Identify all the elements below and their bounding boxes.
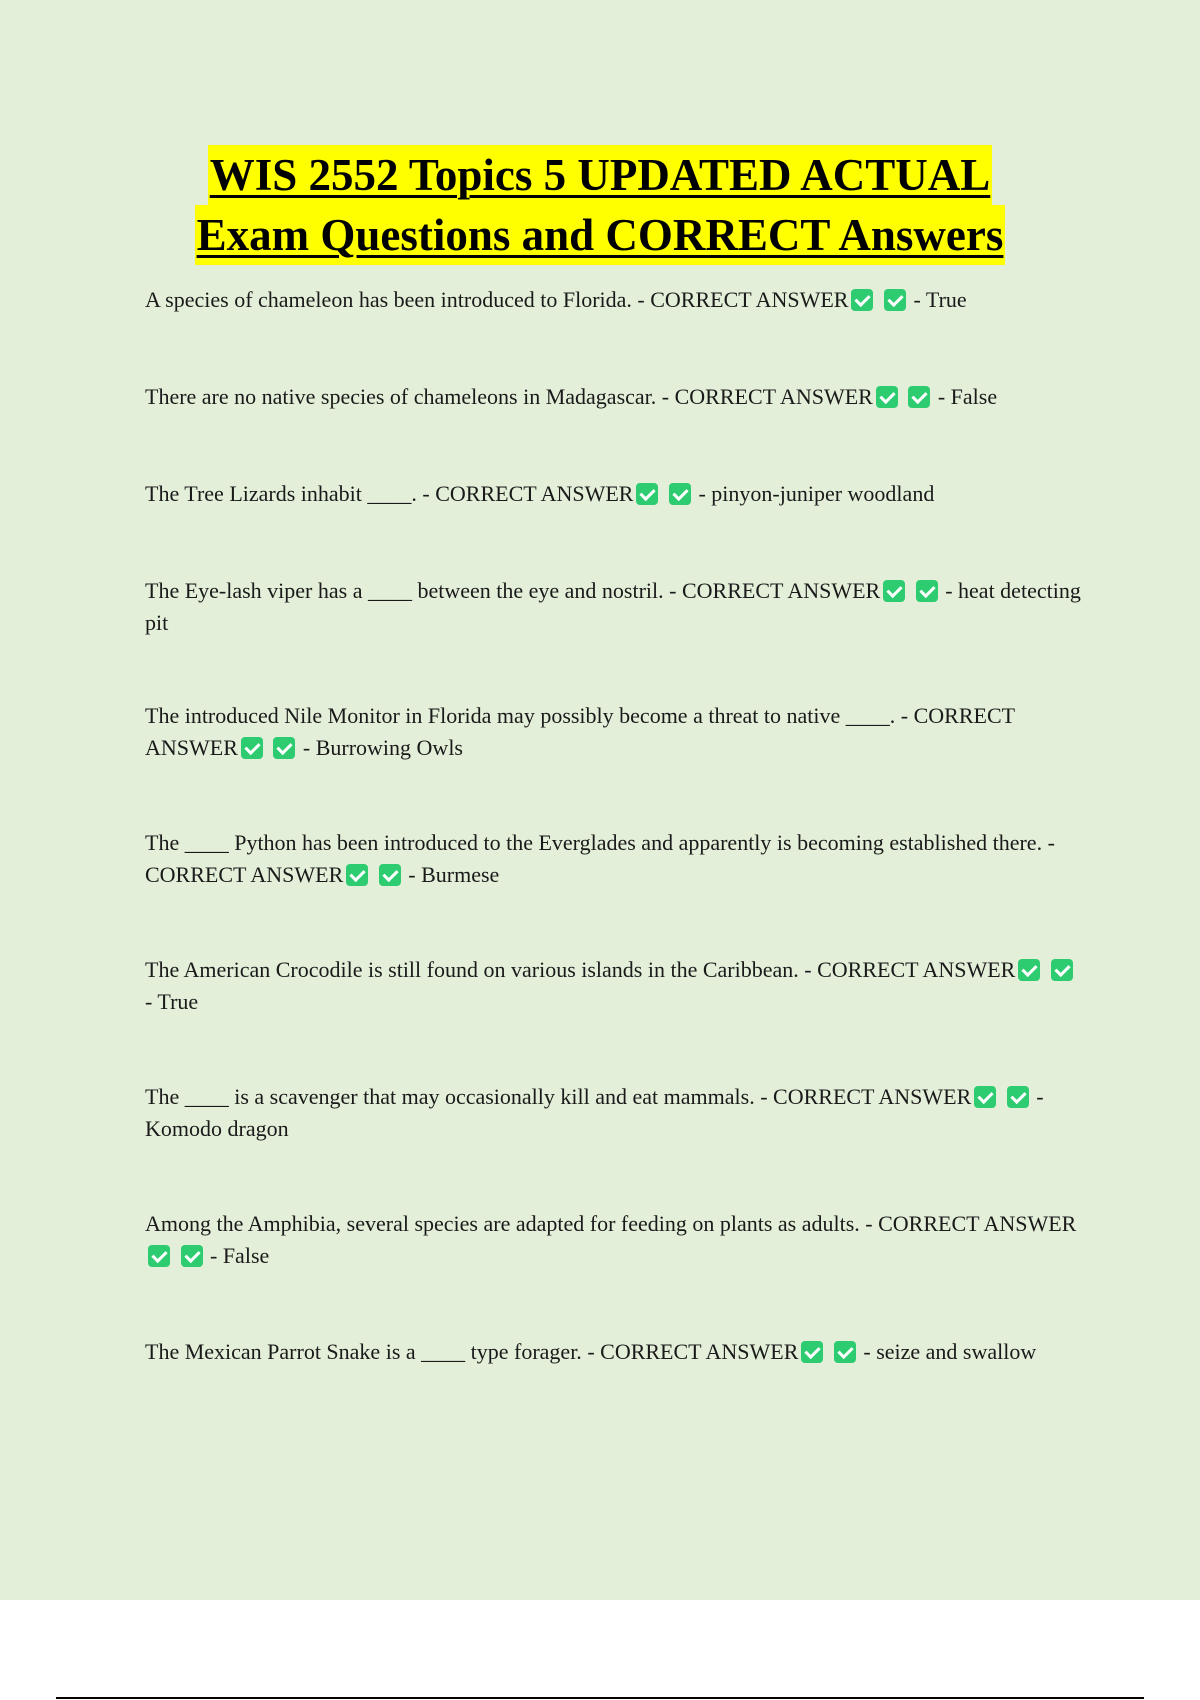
check-box-icon <box>273 737 295 759</box>
check-box-icon <box>876 386 898 408</box>
answer-marker: - CORRECT ANSWER <box>865 1211 1077 1236</box>
qa-item-4 <box>145 575 1085 639</box>
check-box-icon <box>801 1341 823 1363</box>
answer-text: - seize and swallow <box>863 1339 1037 1364</box>
question-text: There are no native species of chameleons in Madagascar. <box>145 384 657 409</box>
footer-divider <box>56 1697 1144 1699</box>
answer-text: - pinyon-juniper woodland <box>698 481 935 506</box>
check-box-icon <box>1018 959 1040 981</box>
qa-item-8 <box>145 1081 1085 1145</box>
answer-marker: - CORRECT ANSWER <box>637 287 849 312</box>
answer-marker: - CORRECT ANSWER <box>587 1339 799 1364</box>
check-box-icon <box>636 483 658 505</box>
qa-item-6 <box>145 827 1085 891</box>
question-text: A species of chameleon has been introduced to Florida. <box>145 287 632 312</box>
check-box-icon <box>884 289 906 311</box>
qa-item-5 <box>145 700 1085 764</box>
answer-marker: - CORRECT ANSWER <box>422 481 634 506</box>
qa-item-3 <box>145 478 1085 510</box>
answer-text: - Burrowing Owls <box>302 735 463 760</box>
check-box-icon <box>346 864 368 886</box>
answer-text: - False <box>937 384 998 409</box>
qa-item-7 <box>145 954 1085 1018</box>
answer-marker: - CORRECT ANSWER <box>145 703 1015 760</box>
answer-text: - Burmese <box>408 862 500 887</box>
title-line-2: Exam Questions and CORRECT Answers <box>195 205 1006 265</box>
answer-marker: - CORRECT ANSWER <box>145 830 1055 887</box>
qa-item-10 <box>145 1336 1085 1368</box>
answer-marker: - CORRECT ANSWER <box>669 578 881 603</box>
check-box-icon <box>974 1086 996 1108</box>
page-title <box>0 145 1200 265</box>
check-box-icon <box>1007 1086 1029 1108</box>
check-box-icon <box>883 580 905 602</box>
question-text: The American Crocodile is still found on various islands in the Caribbean. <box>145 957 799 982</box>
answer-marker: - CORRECT ANSWER <box>661 384 873 409</box>
check-box-icon <box>241 737 263 759</box>
answer-text: - True <box>913 287 967 312</box>
check-box-icon <box>669 483 691 505</box>
check-box-icon <box>908 386 930 408</box>
qa-item-2 <box>145 381 1085 413</box>
check-box-icon <box>181 1245 203 1267</box>
check-box-icon <box>379 864 401 886</box>
check-box-icon <box>148 1245 170 1267</box>
qa-item-1 <box>145 284 1085 316</box>
question-text: The introduced Nile Monitor in Florida may possibly become a threat to native ____. <box>145 703 896 728</box>
answer-text: - Komodo dragon <box>145 1084 1044 1141</box>
check-box-icon <box>851 289 873 311</box>
question-text: Among the Amphibia, several species are adapted for feeding on plants as adults. <box>145 1211 860 1236</box>
answer-marker: - CORRECT ANSWER <box>804 957 1016 982</box>
check-box-icon <box>1051 959 1073 981</box>
question-text: The Tree Lizards inhabit ____. <box>145 481 417 506</box>
question-text: The ____ is a scavenger that may occasionally kill and eat mammals. <box>145 1084 755 1109</box>
question-text: The Mexican Parrot Snake is a ____ type forager. <box>145 1339 582 1364</box>
check-box-icon <box>916 580 938 602</box>
title-line-1: WIS 2552 Topics 5 UPDATED ACTUAL <box>208 145 993 205</box>
answer-text: - heat detecting pit <box>145 578 1081 635</box>
qa-item-9 <box>145 1208 1085 1272</box>
question-text: The ____ Python has been introduced to the Everglades and apparently is becoming established there. <box>145 830 1043 855</box>
answer-marker: - CORRECT ANSWER <box>760 1084 972 1109</box>
answer-text: - True <box>145 989 199 1014</box>
check-box-icon <box>834 1341 856 1363</box>
question-text: The Eye-lash viper has a ____ between the eye and nostril. <box>145 578 664 603</box>
answer-text: - False <box>210 1243 270 1268</box>
